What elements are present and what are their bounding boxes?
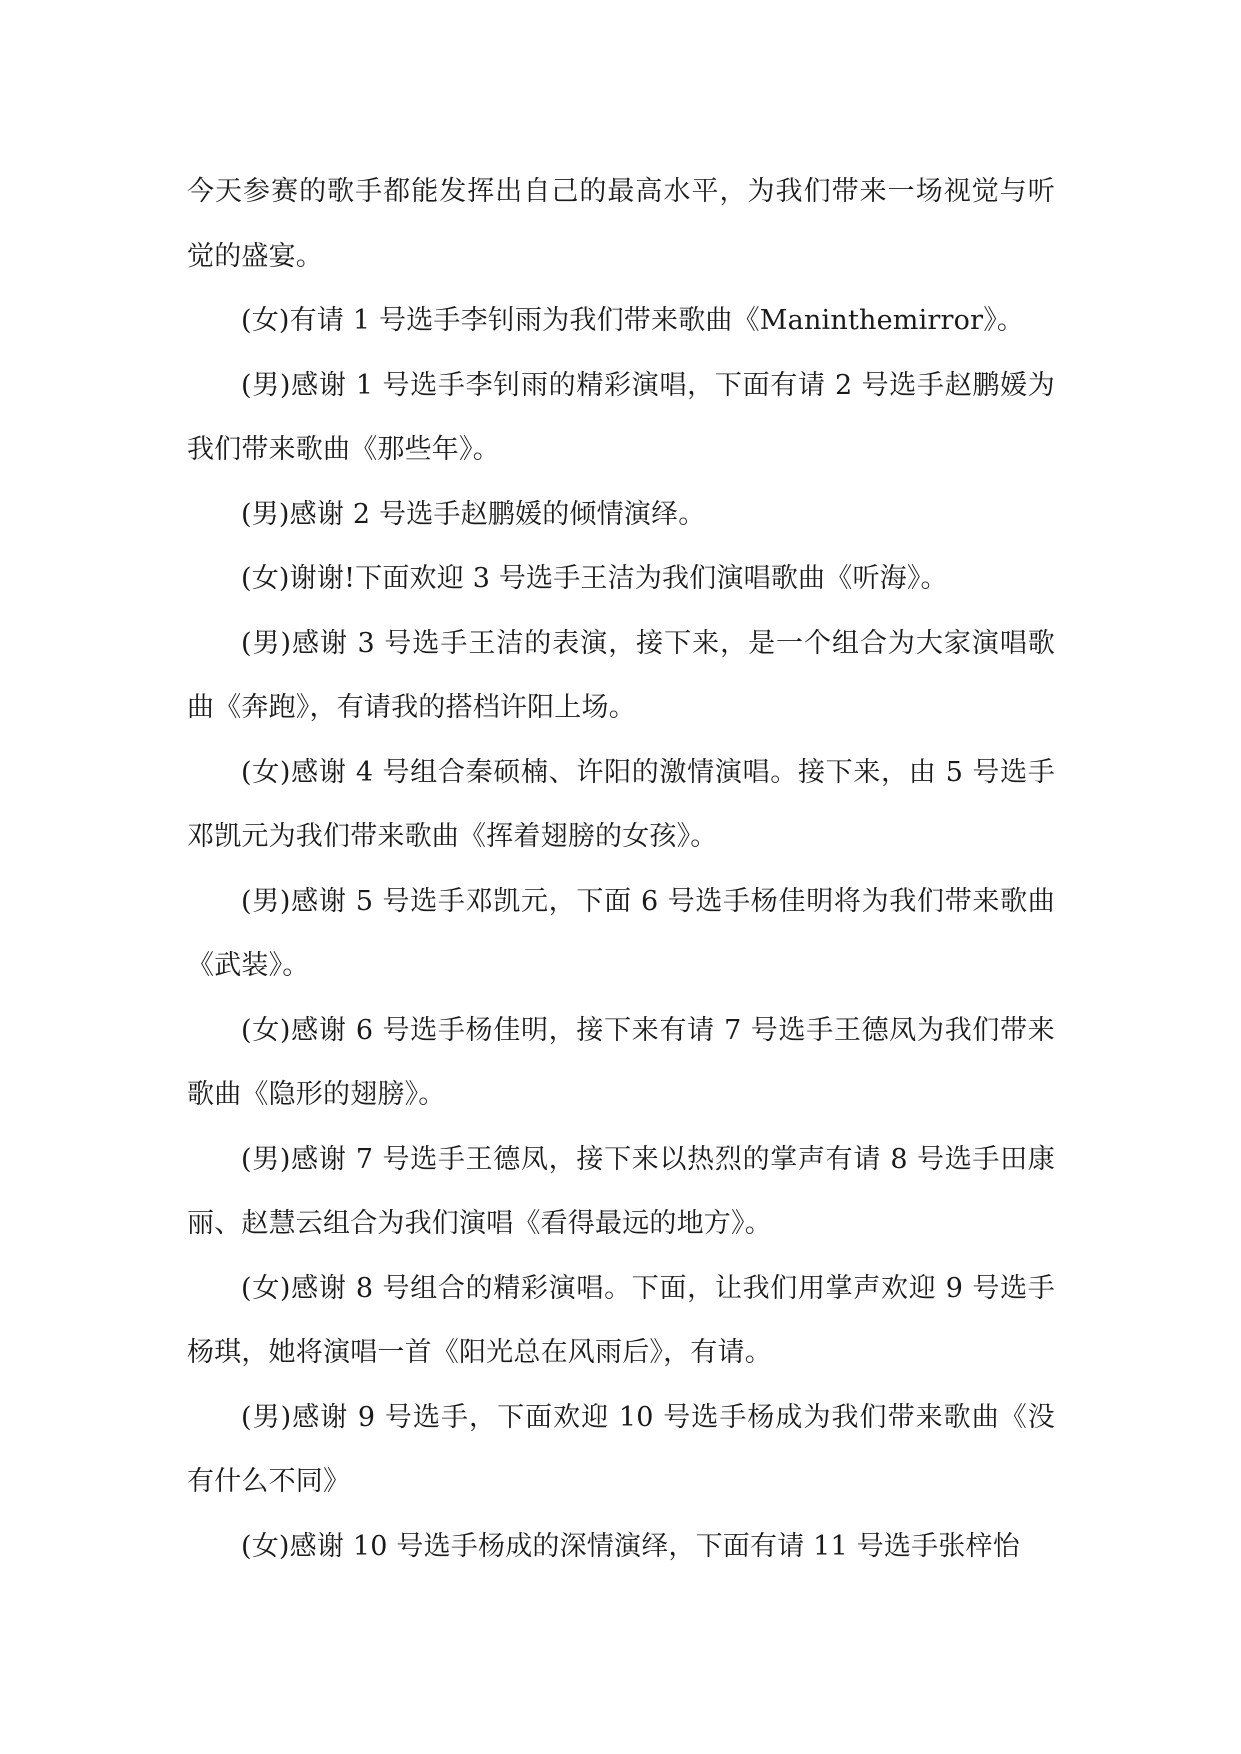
paragraph-host-line: (男)感谢 9 号选手，下面欢迎 10 号选手杨成为我们带来歌曲《没有什么不同》 <box>187 1401 1055 1497</box>
paragraph-host-line: (女)谢谢!下面欢迎 3 号选手王洁为我们演唱歌曲《听海》。 <box>241 563 948 594</box>
paragraph-intro-continuation: 今天参赛的歌手都能发挥出自己的最高水平，为我们带来一场视觉与听觉的盛宴。 <box>187 176 1055 272</box>
paragraph-host-line: (男)感谢 1 号选手李钊雨的精彩演唱，下面有请 2 号选手赵鹏媛为我们带来歌曲《那些年》。 <box>187 369 1055 465</box>
document-body <box>187 160 1055 1579</box>
paragraph-host-line: (男)感谢 3 号选手王洁的表演，接下来，是一个组合为大家演唱歌曲《奔跑》，有请我的搭档许阳上场。 <box>187 627 1055 723</box>
paragraph-host-line: (女)感谢 4 号组合秦硕楠、许阳的激情演唱。接下来，由 5 号选手邓凯元为我们带来歌曲《挥着翅膀的女孩》。 <box>187 756 1055 852</box>
paragraph-host-line: (女)有请 1 号选手李钊雨为我们带来歌曲《Maninthemirror》。 <box>241 305 1025 336</box>
paragraph-host-line: (男)感谢 5 号选手邓凯元，下面 6 号选手杨佳明将为我们带来歌曲《武装》。 <box>187 885 1055 981</box>
paragraph-host-line: (男)感谢 7 号选手王德凤，接下来以热烈的掌声有请 8 号选手田康丽、赵慧云组合为我们演唱《看得最远的地方》。 <box>187 1143 1055 1239</box>
paragraph-host-line: (女)感谢 6 号选手杨佳明，接下来有请 7 号选手王德凤为我们带来歌曲《隐形的翅膀》。 <box>187 1014 1055 1110</box>
paragraph-host-line: (男)感谢 2 号选手赵鹏媛的倾情演绎。 <box>241 498 706 530</box>
paragraph-host-line: (女)感谢 8 号组合的精彩演唱。下面，让我们用掌声欢迎 9 号选手杨琪，她将演唱一首《阳光总在风雨后》，有请。 <box>187 1272 1055 1368</box>
paragraph-host-line: (女)感谢 10 号选手杨成的深情演绎，下面有请 11 号选手张梓怡 <box>241 1530 1020 1562</box>
